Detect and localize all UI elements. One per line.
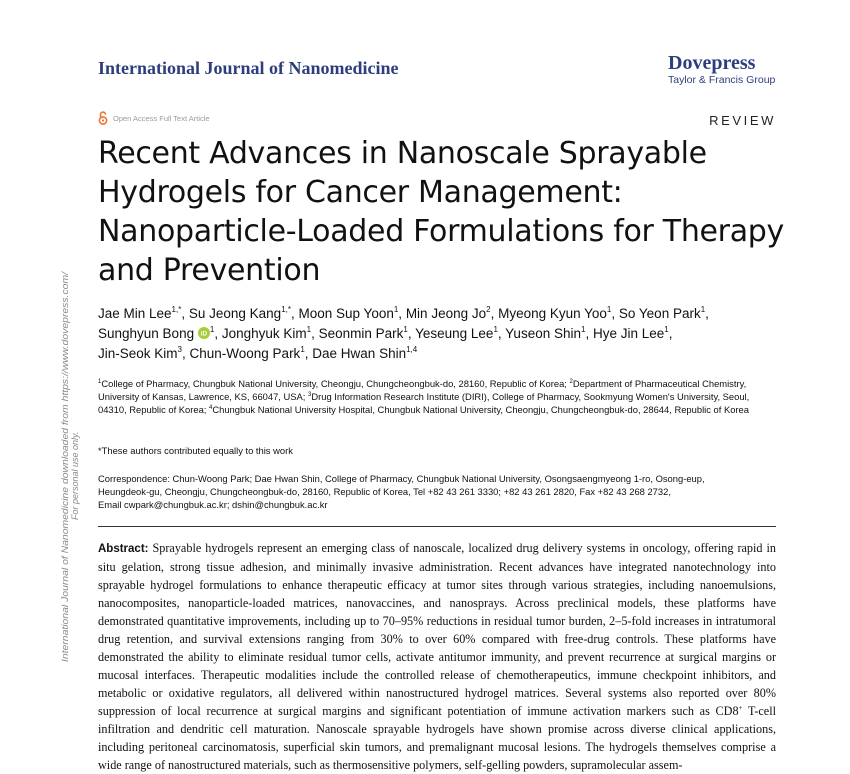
publisher-subtitle: Taylor & Francis Group [668,74,776,86]
author-affiliation: 1 [700,305,706,314]
author-name: Yeseung Lee [415,326,494,341]
author-name: Jonghyuk Kim [221,326,307,341]
author-affiliation: 1 [300,345,305,354]
author-line: Jae Min Lee$^{1,*}$, Su Jeong Kang$^{1,*}$, Moon Sup Yoon$^1$, Min Jeong Jo$^2$, Myeong Kyun Yoo$^1$, So Yeon Park$^1$, [98,305,709,321]
svg-text:iD: iD [200,330,208,338]
author-affiliation: 1 [606,305,612,314]
author-affiliation: 1 [393,305,399,314]
correspondence-line: Correspondence: Chun-Woong Park; Dae Hwan Shin, College of Pharmacy, Chungbuk National University, Osongsaengmyeong 1-ro, Osong-eup, [98,473,705,484]
affiliation-number: 1 [98,379,102,385]
author-name: Jae Min Lee [98,306,172,321]
abstract-superscript: + [738,704,743,712]
watermark-line: For personal use only. [70,431,80,520]
title-line: Nanoparticle-Loaded Formulations for Therapy [98,214,784,249]
abstract [98,539,776,774]
author-line: Sunghyun Bong iD $^1$, Jonghyuk Kim$^1$, Seonmin Park$^1$, Yeseung Lee$^1$, Yuseon Shin$^1$, Hye Jin Lee$^1$, [98,325,673,341]
author-affiliation: 1,* [171,305,182,314]
publisher-name: Dovepress [668,52,756,74]
author-name: Dae Hwan Shin [312,346,407,361]
download-watermark [60,270,80,670]
affiliation-number: 3 [308,392,312,398]
affiliation-number: 4 [209,405,213,411]
title-line: Hydrogels for Cancer Management: [98,175,623,210]
abstract-label: Abstract: [98,543,149,555]
author-line: Jin-Seok Kim$^3$, Chun-Woong Park$^1$, Dae Hwan Shin$^{1,4}$ [98,345,418,361]
affiliations [98,377,778,416]
affiliation-text: Department of Pharmaceutical Chemistry, University of Kansas, Lawrence, KS, 66047, USA; [98,378,747,402]
author-list [98,304,778,364]
affiliation-text: College of Pharmacy, Chungbuk National University, Cheongju, Chungcheongbuk-do, 28160, Republic of Korea; [101,378,570,389]
correspondence-line: Email cwpark@chungbuk.ac.kr; dshin@chungbuk.ac.kr [98,499,328,510]
correspondence-line: Heungdeok-gu, Cheongju, Chungcheongbuk-do, 28160, Republic of Korea, Tel +82 43 261 3330; +82 43 261 2820, Fax +82 43 268 2732, [98,486,671,497]
open-lock-icon [98,111,108,125]
author-affiliation: 1 [403,325,408,334]
open-access-badge [98,111,210,125]
affiliation-number: 2 [569,379,573,385]
author-affiliation: 1 [306,325,312,334]
journal-name: International Journal of Nanomedicine [98,58,399,78]
title-line: and Prevention [98,253,321,288]
equal-contribution-note: *These authors contributed equally to this work [98,445,293,456]
publisher-logo [668,52,775,87]
author-name: Jin-Seok Kim [98,346,178,361]
abstract-text-continued: T-cell infiltration and dendritic cell maturation. Nanoscale sprayable hydrogels have shown promise across diverse clinical applications, including peritoneal carcinomatosis, superficial skin tumors, and premalignant mucosal lesions. The hydrogels themselves comprise a wide range of nanostructured materials, such as thermosensitive polymers, self-gelling powders, supramolecular assem- [98,704,776,772]
author-name: Su Jeong Kang [188,306,282,321]
author-affiliation: 3 [177,345,182,354]
author-affiliation: 2 [486,305,491,314]
affiliation-text: Drug Information Research Institute (DIRI), College of Pharmacy, Sookmyung Women's University, Seoul, 04310, Republic of Korea; [98,391,750,415]
open-access-label: Open Access Full Text Article [113,113,210,123]
article-type: REVIEW [709,113,776,128]
author-name: Hye Jin Lee [592,326,665,341]
author-name: Sunghyun Bong [98,326,195,341]
author-affiliation: 1 [209,325,215,334]
author-name: So Yeon Park [618,306,701,321]
author-name: Myeong Kyun Yoo [498,306,607,321]
orcid-icon[interactable] [198,327,210,339]
divider [98,526,776,527]
author-affiliation: 1 [664,325,669,334]
author-name: Yuseon Shin [505,326,581,341]
title-line: Recent Advances in Nanoscale Sprayable [98,136,707,171]
affiliation-text: Chungbuk National University Hospital, Chungbuk National University, Cheongju, Chungcheongbuk-do, 28644, Republic of Korea [212,404,749,415]
correspondence [98,472,778,511]
watermark-line: International Journal of Nanomedicine downloaded from https://www.dovepress.com/ [60,324,70,662]
article-title [98,134,798,290]
author-affiliation: 1 [580,325,586,334]
abstract-text: Sprayable hydrogels represent an emerging class of nanoscale, localized drug delivery systems in oncology, offering rapid in situ gelation, strong tissue adhesion, and minimally invasive administration. Recent advances have integrated nanotechnology into sprayable hydrogel formulations to enhance therapeutic efficacy at tumor sites through various strategies, including nanoemulsions, nanocomposites, nanoparticle-loaded matrices, nanovaccines, and nanosprays. Across preclinical models, these platforms have demonstrated quantitative improvements, including up to 70–95% reductions in residual tumor burden, 2–5-fold increases in intratumoral drug retention, and survival extensions ranging from 30% to over 60% compared with free-drug controls. These platforms have demonstrated the ability to eliminate residual tumor cells, activate antitumor immunity, and prevent recurrence at surgical margins or mucosal interfaces. Therapeutic modalities include the controlled release of chemotherapeutics, immune checkpoint inhibitors, and metabolic or oxidative regulators, all delivered within nanostructured hydrogel matrices. Several systems also reported over 80% suppression of local recurrence at surgical margins and significant potentiation of immune activation markers such as CD8 [98,541,776,718]
author-affiliation: 1 [493,325,498,334]
author-name: Moon Sup Yoon [298,306,394,321]
author-name: Min Jeong Jo [405,306,487,321]
author-name: Chun-Woong Park [189,346,301,361]
author-name: Seonmin Park [318,326,404,341]
author-affiliation: 1,* [281,305,291,314]
author-affiliation: 1,4 [406,345,418,354]
